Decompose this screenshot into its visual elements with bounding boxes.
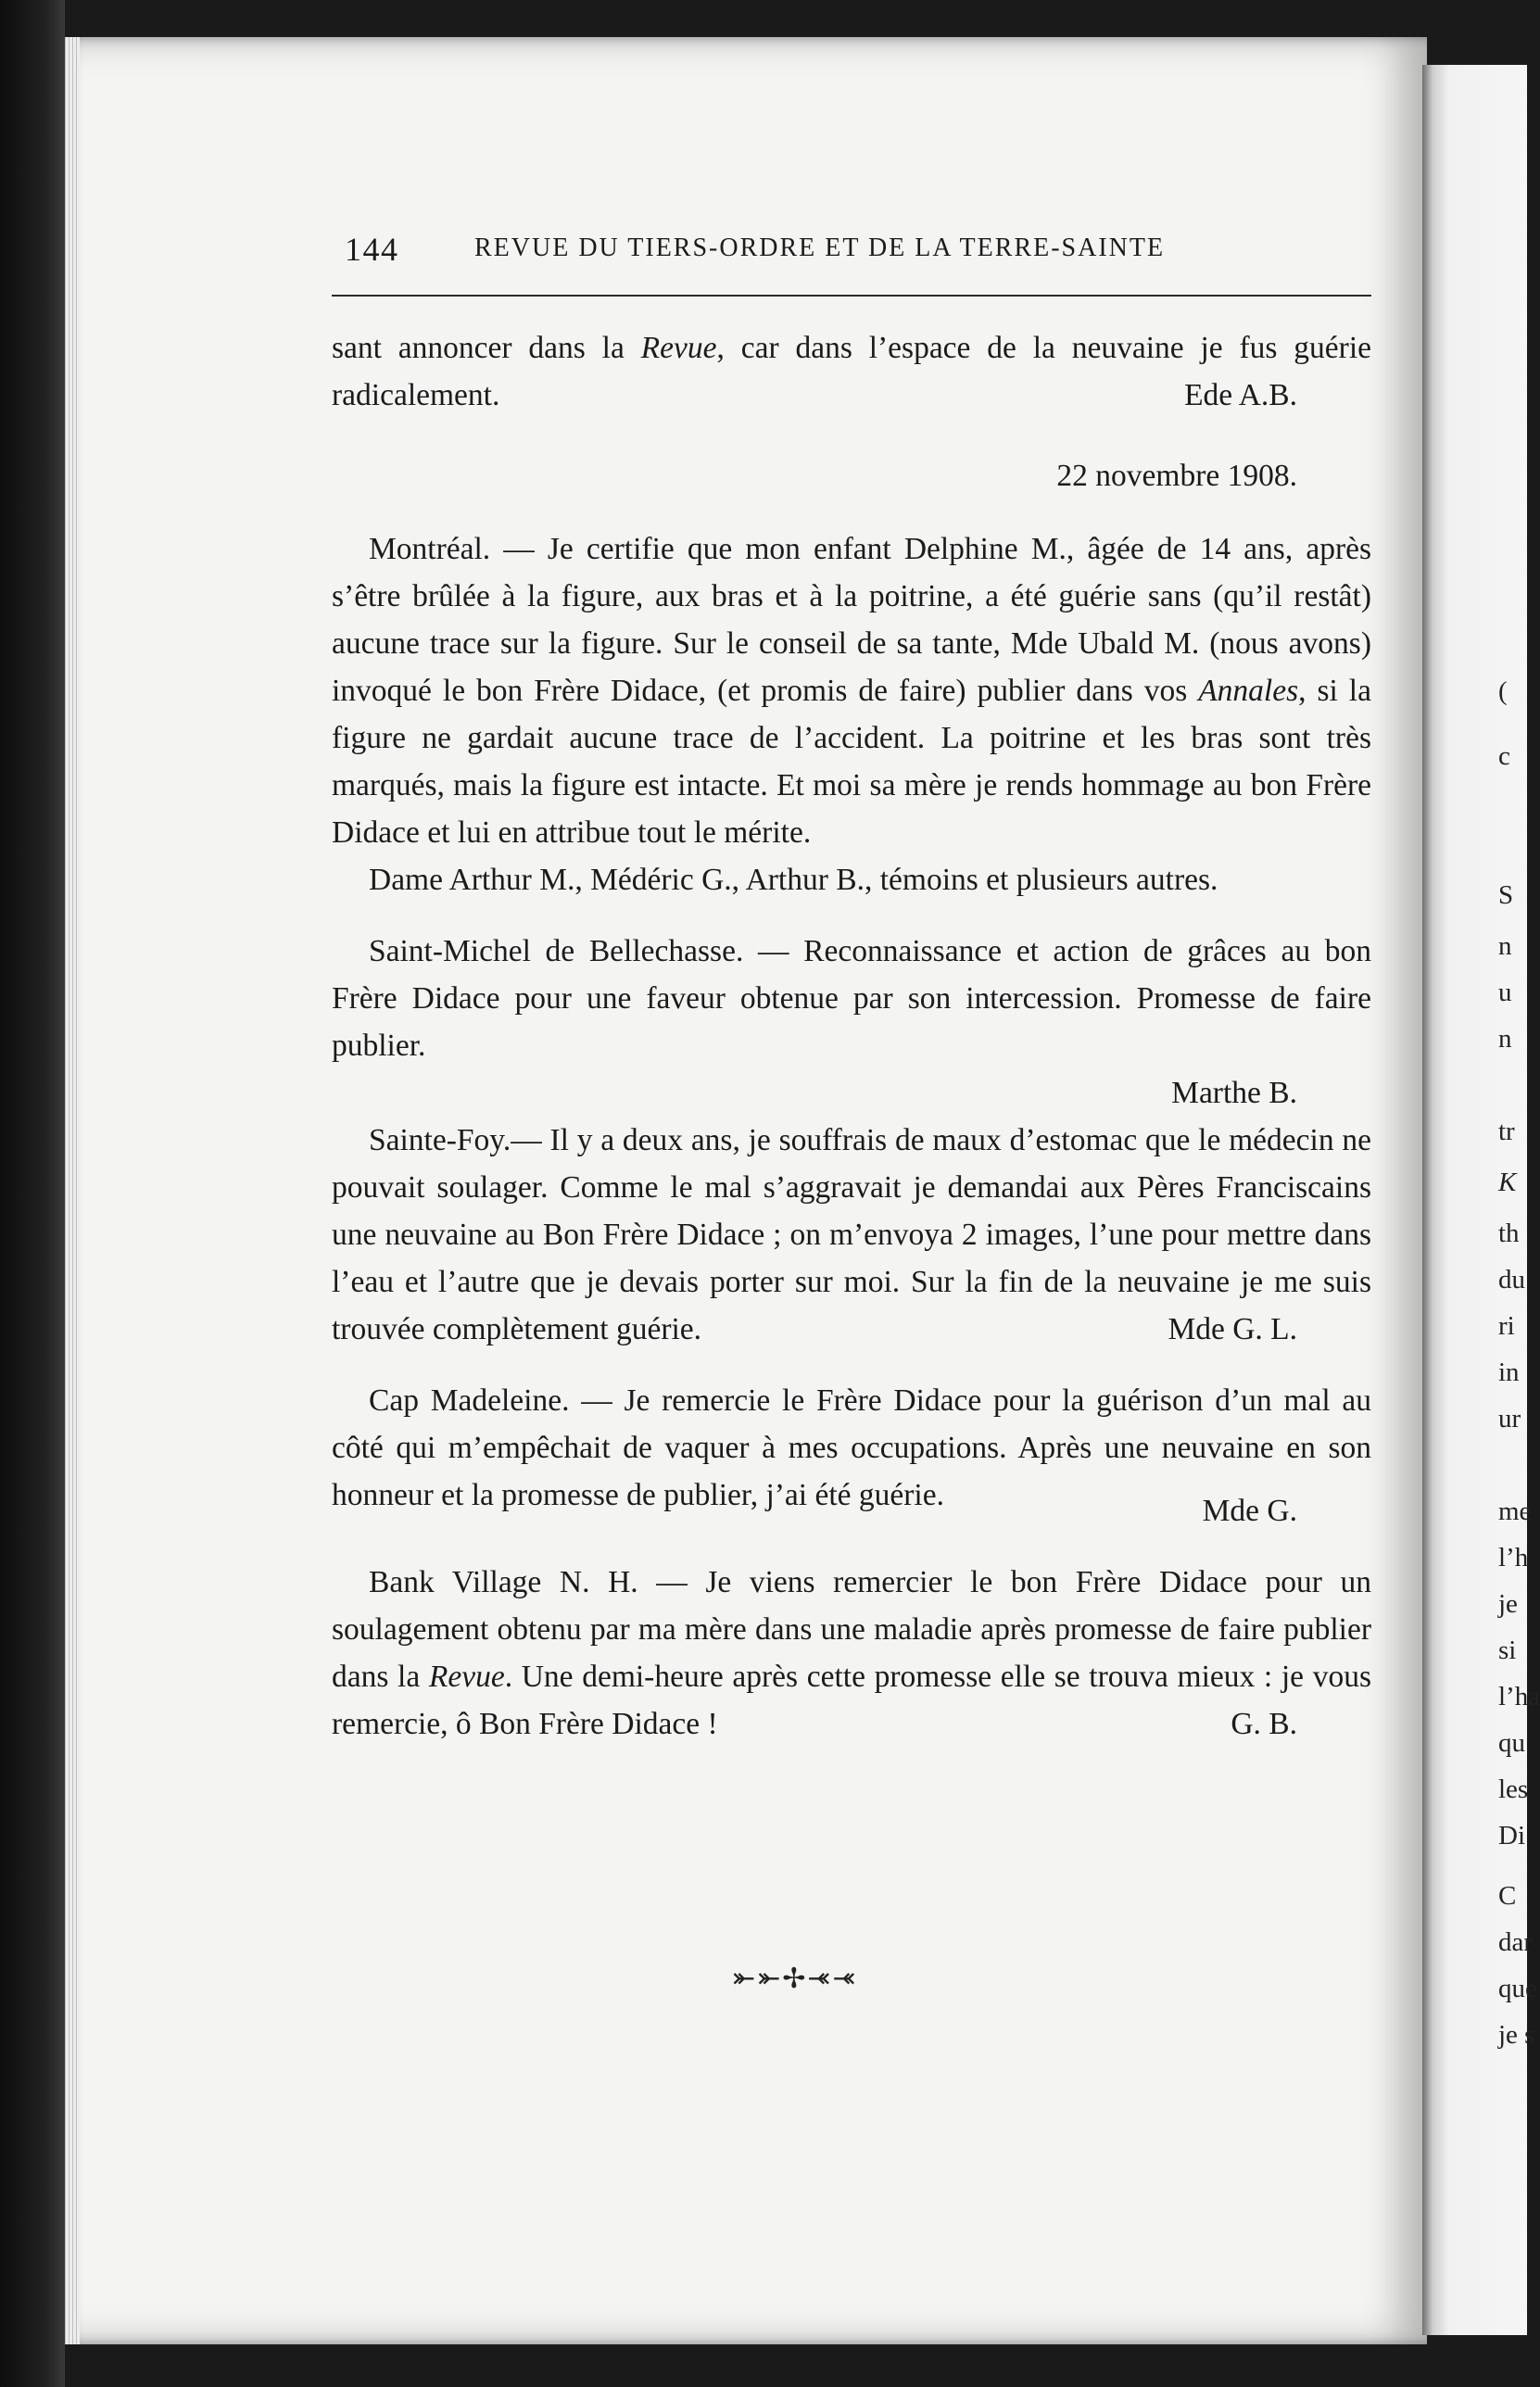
- page-body: [332, 324, 1371, 1748]
- facing-fragment: que: [1498, 1974, 1537, 2003]
- testimony-sainte-foy: Sainte-Foy.— Il y a deux ans, je souffrais de maux d’estomac que le médecin ne pouvait soulager. Comme le mal s’aggravait je demandai aux Pères Franciscains une neuvaine au Bon Frère Didace ; on m’envoya 2 images, l’une pour mettre dans l’eau et l’autre que je devais porter sur moi. Sur la fin de la neuvaine je me suis trouvée complètement guérie.: [332, 1123, 1371, 1346]
- continuation-paragraph: sant annoncer dans la Revue, car dans l’espace de la neuvaine je fus guérie radicalement.: [332, 331, 1371, 412]
- facing-fragment: C: [1498, 1881, 1517, 1911]
- ornament-divider: ⤜⤜✢⤛⤛: [732, 1964, 858, 1994]
- facing-fragment: th: [1498, 1219, 1520, 1248]
- running-title: REVUE DU TIERS-ORDRE ET DE LA TERRE-SAINTE: [474, 234, 1166, 262]
- signature: Ede A.B.: [1184, 378, 1297, 412]
- facing-fragment: u: [1498, 978, 1512, 1007]
- facing-fragment: tr: [1498, 1117, 1515, 1146]
- testimony-bank-village: Bank Village N. H. — Je viens remercier le bon Frère Didace pour un soulagement obtenu par ma mère dans une maladie après promesse de faire publier dans la Revue. Une demi-heure après cette promesse elle se trouva mieux : je vous remercie, ô Bon Frère Didace !: [332, 1565, 1371, 1741]
- witnesses: Dame Arthur M., Médéric G., Arthur B., témoins et plusieurs autres.: [369, 863, 1218, 897]
- running-head: [345, 230, 1364, 267]
- facing-fragment: ur: [1498, 1404, 1521, 1433]
- spacer: [332, 499, 1371, 525]
- facing-fragment: n: [1498, 931, 1512, 961]
- facing-fragment: si: [1498, 1636, 1517, 1665]
- facing-fragment: in: [1498, 1358, 1520, 1387]
- facing-fragment: K: [1498, 1168, 1517, 1197]
- signature: G. B.: [1231, 1707, 1297, 1741]
- spacer: [332, 1534, 1371, 1559]
- entry-date: 22 novembre 1908.: [1056, 459, 1297, 493]
- spacer: [332, 903, 1371, 928]
- header-rule: [332, 295, 1371, 297]
- facing-fragment: (: [1498, 676, 1508, 706]
- facing-fragment: dar: [1498, 1927, 1534, 1957]
- facing-fragment: ri: [1498, 1311, 1515, 1341]
- signature: Mde G. L.: [1168, 1312, 1297, 1346]
- facing-fragment: l’ha: [1498, 1682, 1540, 1711]
- spacer: [332, 419, 1371, 452]
- facing-page: [1422, 65, 1540, 2335]
- signature: Marthe B.: [1171, 1076, 1297, 1110]
- testimony-cap-madeleine: Cap Madeleine. — Je remercie le Frère Didace pour la guérison d’un mal au côté qui m’empêchait de vaquer à mes occupations. Après une neuvaine en son honneur et la promesse de publier, j’ai été guérie.: [332, 1383, 1371, 1512]
- facing-fragment: c: [1498, 741, 1510, 771]
- signature: Mde G.: [1202, 1494, 1297, 1528]
- page-number: 144: [345, 231, 399, 268]
- facing-fragment: S: [1498, 880, 1514, 910]
- testimony-montreal: Montréal. — Je certifie que mon enfant Delphine M., âgée de 14 ans, après s’être brûlée à la figure, aux bras et à la poitrine, a été guérie sans (qu’il restât) aucune trace sur la figure. Sur le conseil de sa tante, Mde Ubald M. (nous avons) invoqué le bon Frère Didace, (et promis de faire) publier dans vos Annales, si la figure ne gardait aucune trace de l’accident. La poitrine et les bras sont très marqués, mais la figure est intacte. Et moi sa mère je rends hommage au bon Frère Didace et lui en attribue tout le mérite.: [332, 532, 1371, 850]
- facing-fragment: je s: [1498, 2020, 1535, 2050]
- page-edges: [65, 37, 80, 2344]
- facing-fragment: n: [1498, 1024, 1512, 1054]
- spacer: [332, 1353, 1371, 1377]
- facing-fragment: du: [1498, 1265, 1525, 1295]
- testimony-saint-michel: Saint-Michel de Bellechasse. — Reconnaissance et action de grâces au bon Frère Didace pour une faveur obtenue par son intercession. Promesse de faire publier.: [332, 934, 1371, 1063]
- scan-background: [0, 0, 65, 2387]
- facing-fragment: je: [1498, 1589, 1518, 1619]
- facing-fragment: me: [1498, 1497, 1532, 1526]
- facing-fragment: qu: [1498, 1728, 1525, 1758]
- facing-fragment: les: [1498, 1774, 1529, 1804]
- facing-fragment: Di: [1498, 1821, 1525, 1850]
- facing-fragment: l’h: [1498, 1543, 1529, 1572]
